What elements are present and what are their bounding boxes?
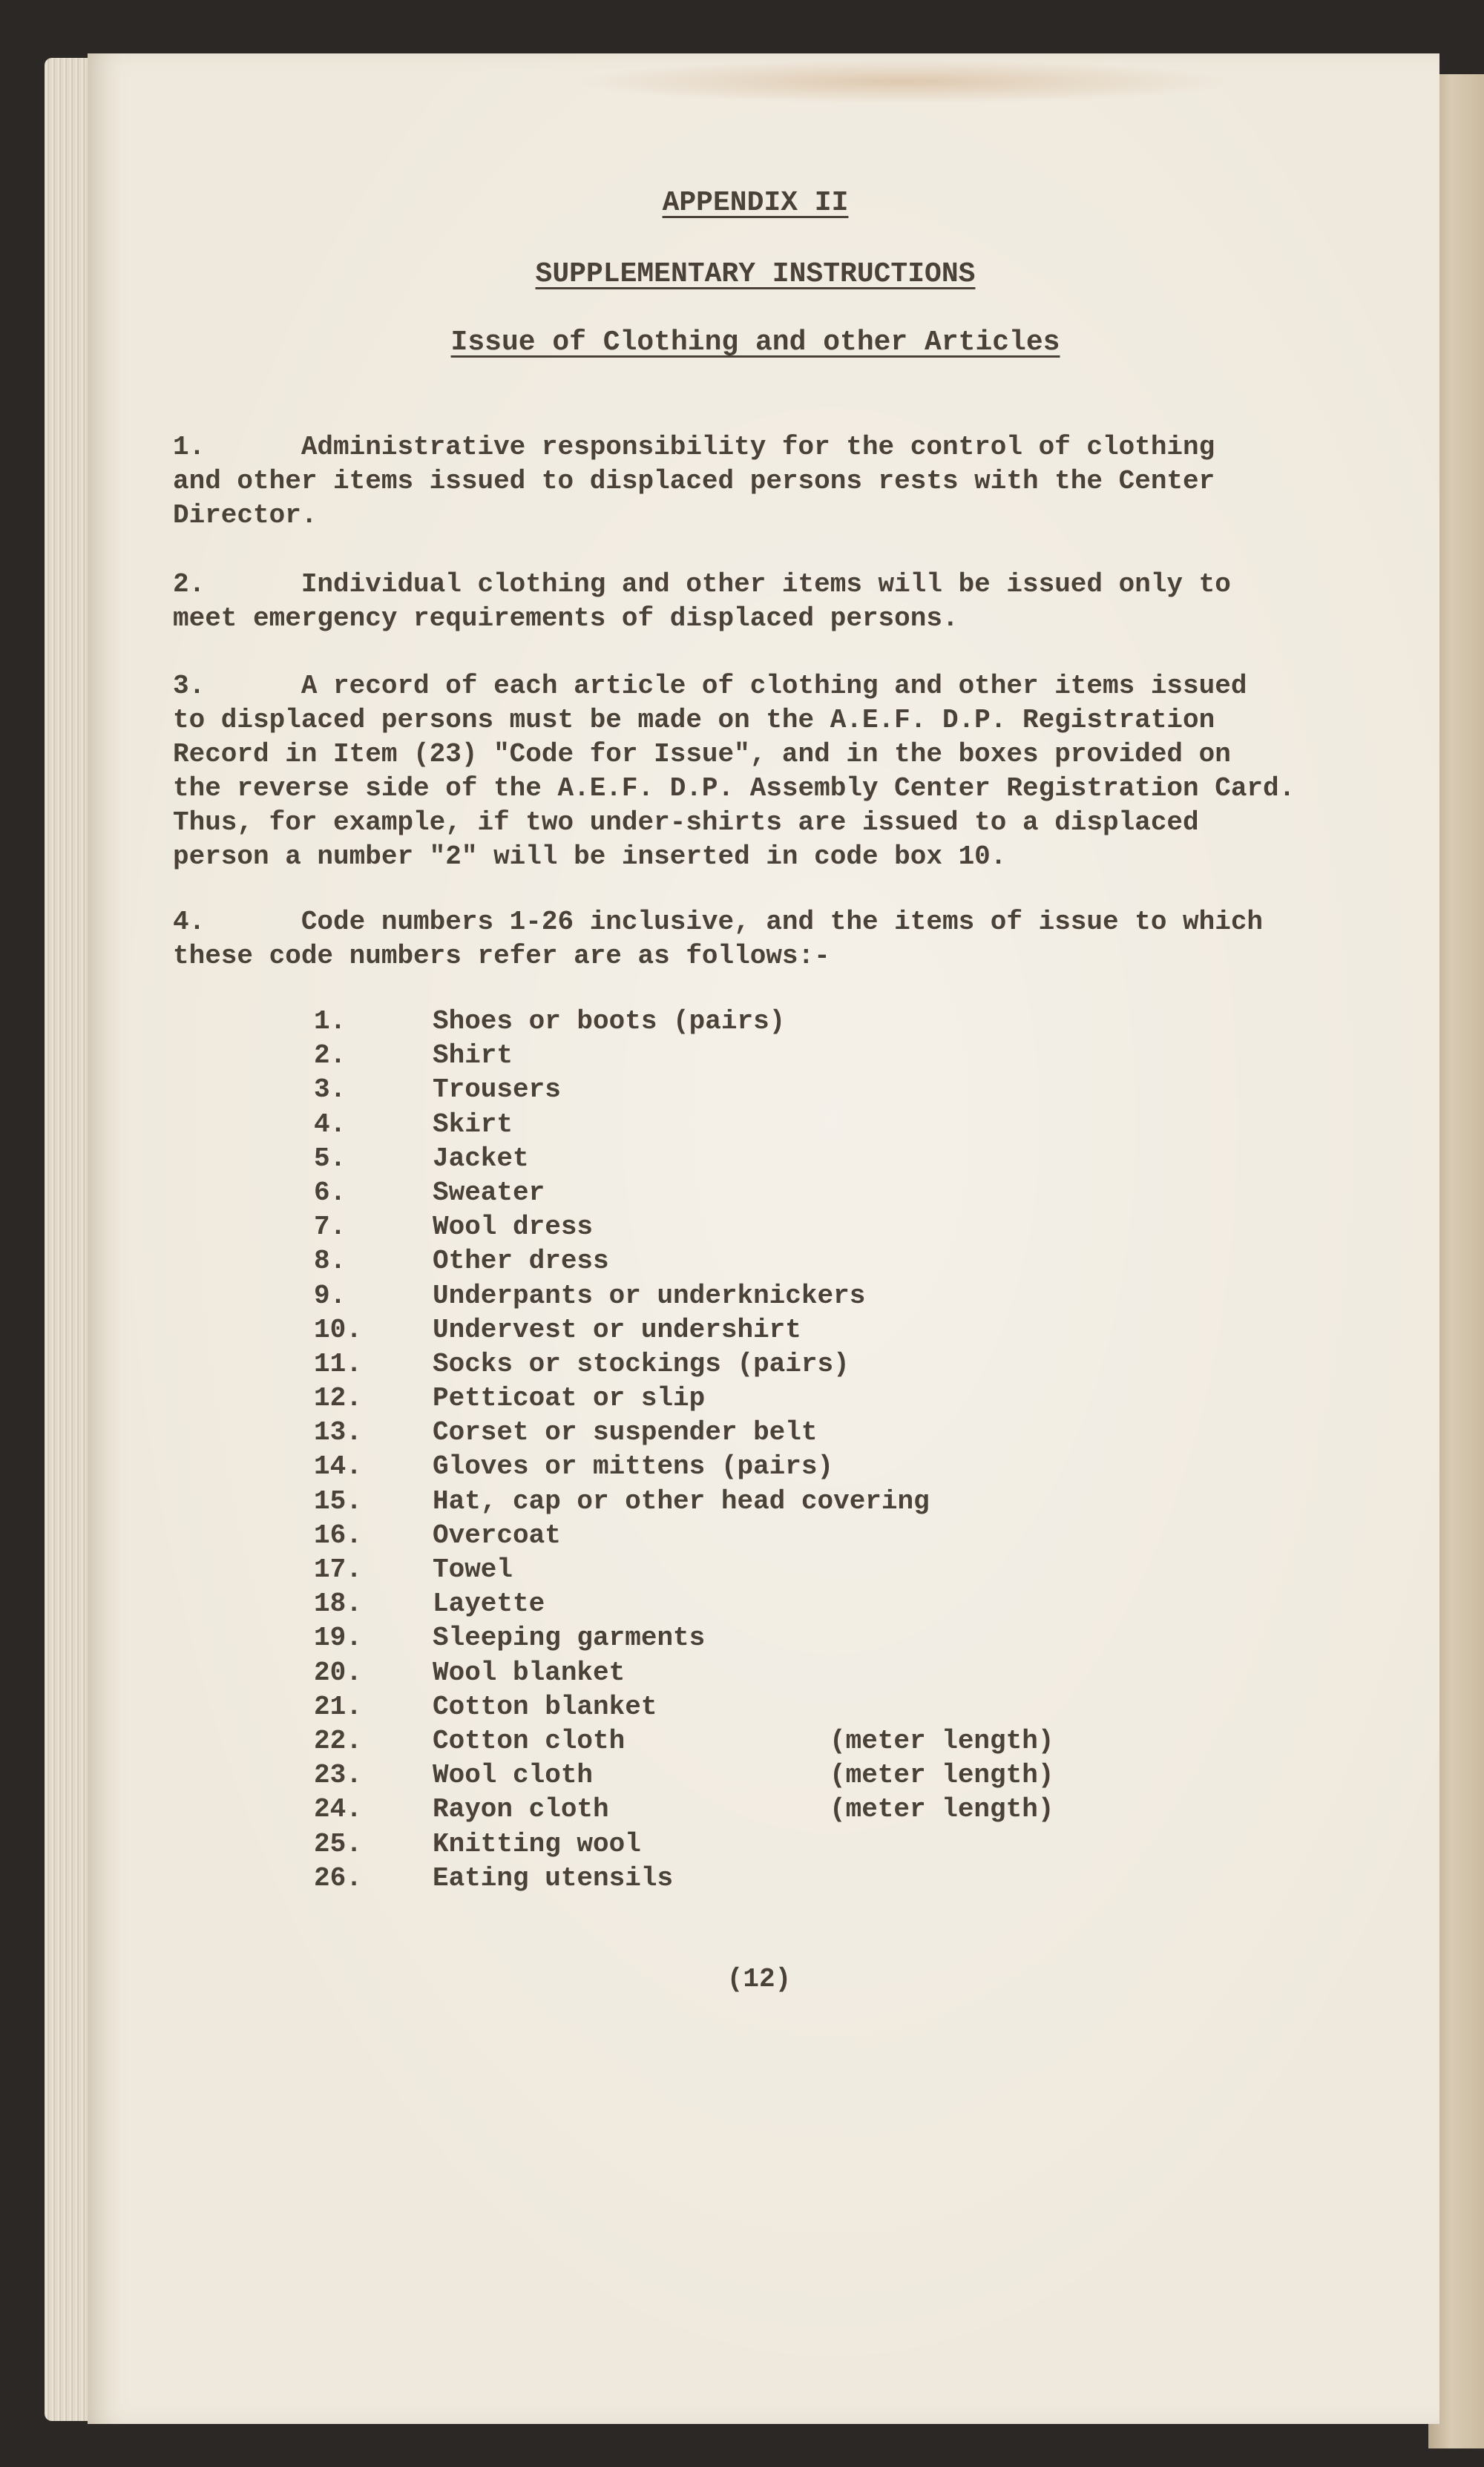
item-label: Undervest or undershirt [433,1314,801,1345]
list-item [314,1279,1204,1313]
item-code-number: 17. [314,1554,362,1585]
item-label: Underpants or underknickers [433,1280,866,1311]
item-code-number: 19. [314,1623,362,1654]
paragraph-3: 3. A record of each article of clothing and other items issued to displaced persons must be made on the A.E.F. D.P. Registration Record in Item (23) "Code for Issue", and in the boxes provided on the reverse side of the A.E.F. D.P. Assembly Center Registration Card. Thus, for example, if two under-shirts are issued to a displaced person a number "2" will be inserted in code box 10. [173,671,1296,872]
item-label: Towel [433,1554,513,1585]
item-code-number: 26. [314,1862,362,1893]
list-item [314,1621,1204,1655]
list-item [314,1862,1204,1896]
item-code-number: 20. [314,1657,362,1688]
item-label: Shirt [433,1040,513,1071]
item-code-number: 23. [314,1760,362,1791]
item-note: (meter length) [830,1794,1054,1825]
item-code-number: 9. [314,1280,347,1311]
section-title: SUPPLEMENTARY INSTRUCTIONS [535,258,976,290]
item-code-number: 6. [314,1177,347,1208]
item-code-number: 24. [314,1794,362,1825]
item-label: Eating utensils [433,1862,674,1893]
item-label: Layette [433,1589,545,1620]
item-label: Gloves or mittens (pairs) [433,1451,834,1482]
list-item [314,1656,1204,1690]
item-code-number: 3. [314,1074,347,1106]
item-label: Shoes or boots (pairs) [433,1006,786,1037]
item-code-number: 5. [314,1143,347,1174]
list-item [314,1724,1204,1758]
item-code-number: 11. [314,1348,362,1379]
item-code-number: 18. [314,1589,362,1620]
code-list [314,1005,1204,1896]
item-label: Sleeping garments [433,1623,706,1654]
list-item [314,1039,1204,1073]
list-item [314,1313,1204,1347]
list-item [314,1758,1204,1793]
item-code-number: 8. [314,1246,347,1277]
appendix-title: APPENDIX II [662,187,849,219]
item-code-number: 15. [314,1485,362,1517]
item-label: Cotton cloth [433,1725,626,1756]
item-label: Trousers [433,1074,561,1106]
item-code-number: 12. [314,1383,362,1414]
subject-title: Issue of Clothing and other Articles [450,326,1060,358]
page-number: (12) [726,1964,792,1994]
paragraph-4: 4. Code numbers 1-26 inclusive, and the items of issue to which these code numbers refer are as follows:- [173,907,1264,971]
item-label: Overcoat [433,1520,561,1551]
item-label: Sweater [433,1177,545,1208]
item-code-number: 4. [314,1108,347,1140]
item-note: (meter length) [830,1725,1054,1756]
item-label: Knitting wool [433,1828,641,1859]
list-item [314,1176,1204,1210]
list-item [314,1416,1204,1450]
item-code-number: 2. [314,1040,347,1071]
list-item [314,1519,1204,1553]
item-label: Rayon cloth [433,1794,609,1825]
item-label: Corset or suspender belt [433,1417,818,1448]
item-label: Skirt [433,1108,513,1140]
item-note: (meter length) [830,1760,1054,1791]
list-item [314,1382,1204,1416]
item-label: Wool blanket [433,1657,626,1688]
document-page [88,53,1439,2424]
item-label: Petticoat or slip [433,1383,706,1414]
list-item [314,1587,1204,1621]
item-code-number: 22. [314,1725,362,1756]
item-code-number: 7. [314,1212,347,1243]
list-item [314,1108,1204,1142]
list-item [314,1142,1204,1176]
list-item [314,1827,1204,1862]
list-item [314,1690,1204,1724]
item-code-number: 10. [314,1314,362,1345]
item-label: Jacket [433,1143,529,1174]
item-label: Cotton blanket [433,1691,657,1722]
list-item [314,1244,1204,1278]
item-code-number: 16. [314,1520,362,1551]
item-code-number: 14. [314,1451,362,1482]
list-item [314,1210,1204,1244]
item-label: Hat, cap or other head covering [433,1485,930,1517]
item-label: Socks or stockings (pairs) [433,1348,850,1379]
list-item [314,1347,1204,1382]
paragraph-1: 1. Administrative responsibility for the control of clothing and other items issued to displaced persons rests with the Center Director. [173,432,1215,530]
list-item [314,1793,1204,1827]
list-item [314,1073,1204,1107]
list-item [314,1005,1204,1039]
item-code-number: 13. [314,1417,362,1448]
item-label: Wool dress [433,1212,594,1243]
list-item [314,1450,1204,1484]
item-label: Other dress [433,1246,609,1277]
list-item [314,1553,1204,1587]
item-code-number: 21. [314,1691,362,1722]
item-label: Wool cloth [433,1760,594,1791]
list-item [314,1485,1204,1519]
paragraph-2: 2. Individual clothing and other items will be issued only to meet emergency requirements of displaced persons. [173,569,1231,634]
item-code-number: 1. [314,1006,347,1037]
item-code-number: 25. [314,1828,362,1859]
